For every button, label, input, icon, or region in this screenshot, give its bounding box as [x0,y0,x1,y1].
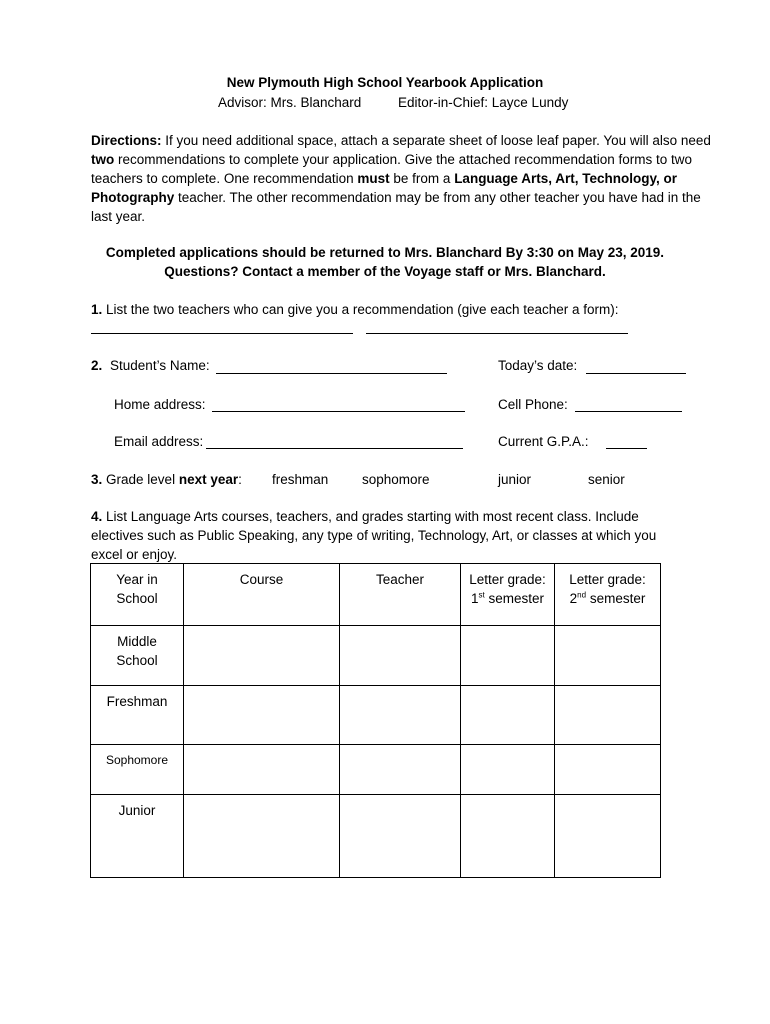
table-row-freshman [91,686,661,745]
cell-grade-2[interactable] [555,626,661,686]
header-year-in-school: Year in School [91,564,184,626]
question-1: 1. List the two teachers who can give you a recommendation (give each teacher a form): [91,302,619,317]
table-row-sophomore [91,745,661,795]
header-grade-1st-semester: Letter grade: 1st semester [461,564,555,626]
cell-grade-1[interactable] [461,626,555,686]
row-label-sophomore: Sophomore [91,745,184,795]
courses-table [90,563,661,878]
home-address-field[interactable] [212,411,465,412]
directions-paragraph: Directions: If you need additional space, attach a separate sheet of loose leaf paper. You will also need two recommendations to complete your application. Give the attached recommendation forms to two teachers to complete. One recommendation must be from a Language Arts, Art, Technology, or Photography teacher. The other recommendation may be from any other teacher you have had in the last year. [91,133,711,224]
cell-course[interactable] [184,626,340,686]
cell-course[interactable] [184,795,340,878]
advisor-label: Advisor: Mrs. Blanchard [218,95,362,110]
row-label-freshman: Freshman [91,686,184,745]
cell-phone-label: Cell Phone: [498,397,568,412]
cell-grade-1[interactable] [461,686,555,745]
email-address-field[interactable] [206,448,463,449]
question-4-line-2: electives such as Public Speaking, any type of writing, Technology, Art, or classes at which you [91,528,657,543]
cell-teacher[interactable] [340,795,461,878]
grade-option-freshman[interactable]: freshman [272,472,329,487]
question-4-line-1: 4. List Language Arts courses, teachers, and grades starting with most recent class. Include [91,509,639,524]
student-name-row: 2. Student’s Name: [91,358,210,373]
table-row-junior [91,795,661,878]
teacher-1-field[interactable] [91,333,353,334]
header-course: Course [184,564,340,626]
grade-option-sophomore[interactable]: sophomore [362,472,430,487]
cell-teacher[interactable] [340,745,461,795]
cell-teacher[interactable] [340,626,461,686]
home-address-label: Home address: [114,397,206,412]
cell-grade-2[interactable] [555,745,661,795]
header-grade-2nd-semester: Letter grade: 2nd semester [555,564,661,626]
grade-option-senior[interactable]: senior [588,472,625,487]
page-title: New Plymouth High School Yearbook Application [226,75,544,90]
teacher-2-field[interactable] [366,333,628,334]
email-address-label: Email address: [114,434,204,449]
todays-date-field[interactable] [586,373,686,374]
table-header-row [91,564,661,626]
todays-date-label: Today’s date: [498,358,578,373]
table-row-middle-school [91,626,661,686]
cell-teacher[interactable] [340,686,461,745]
cell-phone-field[interactable] [575,411,682,412]
question-3: 3. Grade level next year: [91,472,242,487]
question-4-line-3: excel or enjoy. [91,547,178,562]
row-label-junior: Junior [91,795,184,878]
cell-grade-1[interactable] [461,795,555,878]
grade-option-junior[interactable]: junior [498,472,532,487]
gpa-field[interactable] [606,448,647,449]
cell-course[interactable] [184,686,340,745]
editor-label: Editor-in-Chief: Layce Lundy [398,95,569,110]
return-notice: Completed applications should be returned to Mrs. Blanchard By 3:30 on May 23, 2019. [105,245,665,260]
row-label-middle-school: Middle School [91,626,184,686]
student-name-field[interactable] [216,373,447,374]
cell-grade-2[interactable] [555,686,661,745]
header-teacher: Teacher [340,564,461,626]
cell-course[interactable] [184,745,340,795]
cell-grade-2[interactable] [555,795,661,878]
cell-grade-1[interactable] [461,745,555,795]
gpa-label: Current G.P.A.: [498,434,589,449]
questions-notice: Questions? Contact a member of the Voyage staff or Mrs. Blanchard. [164,264,606,279]
